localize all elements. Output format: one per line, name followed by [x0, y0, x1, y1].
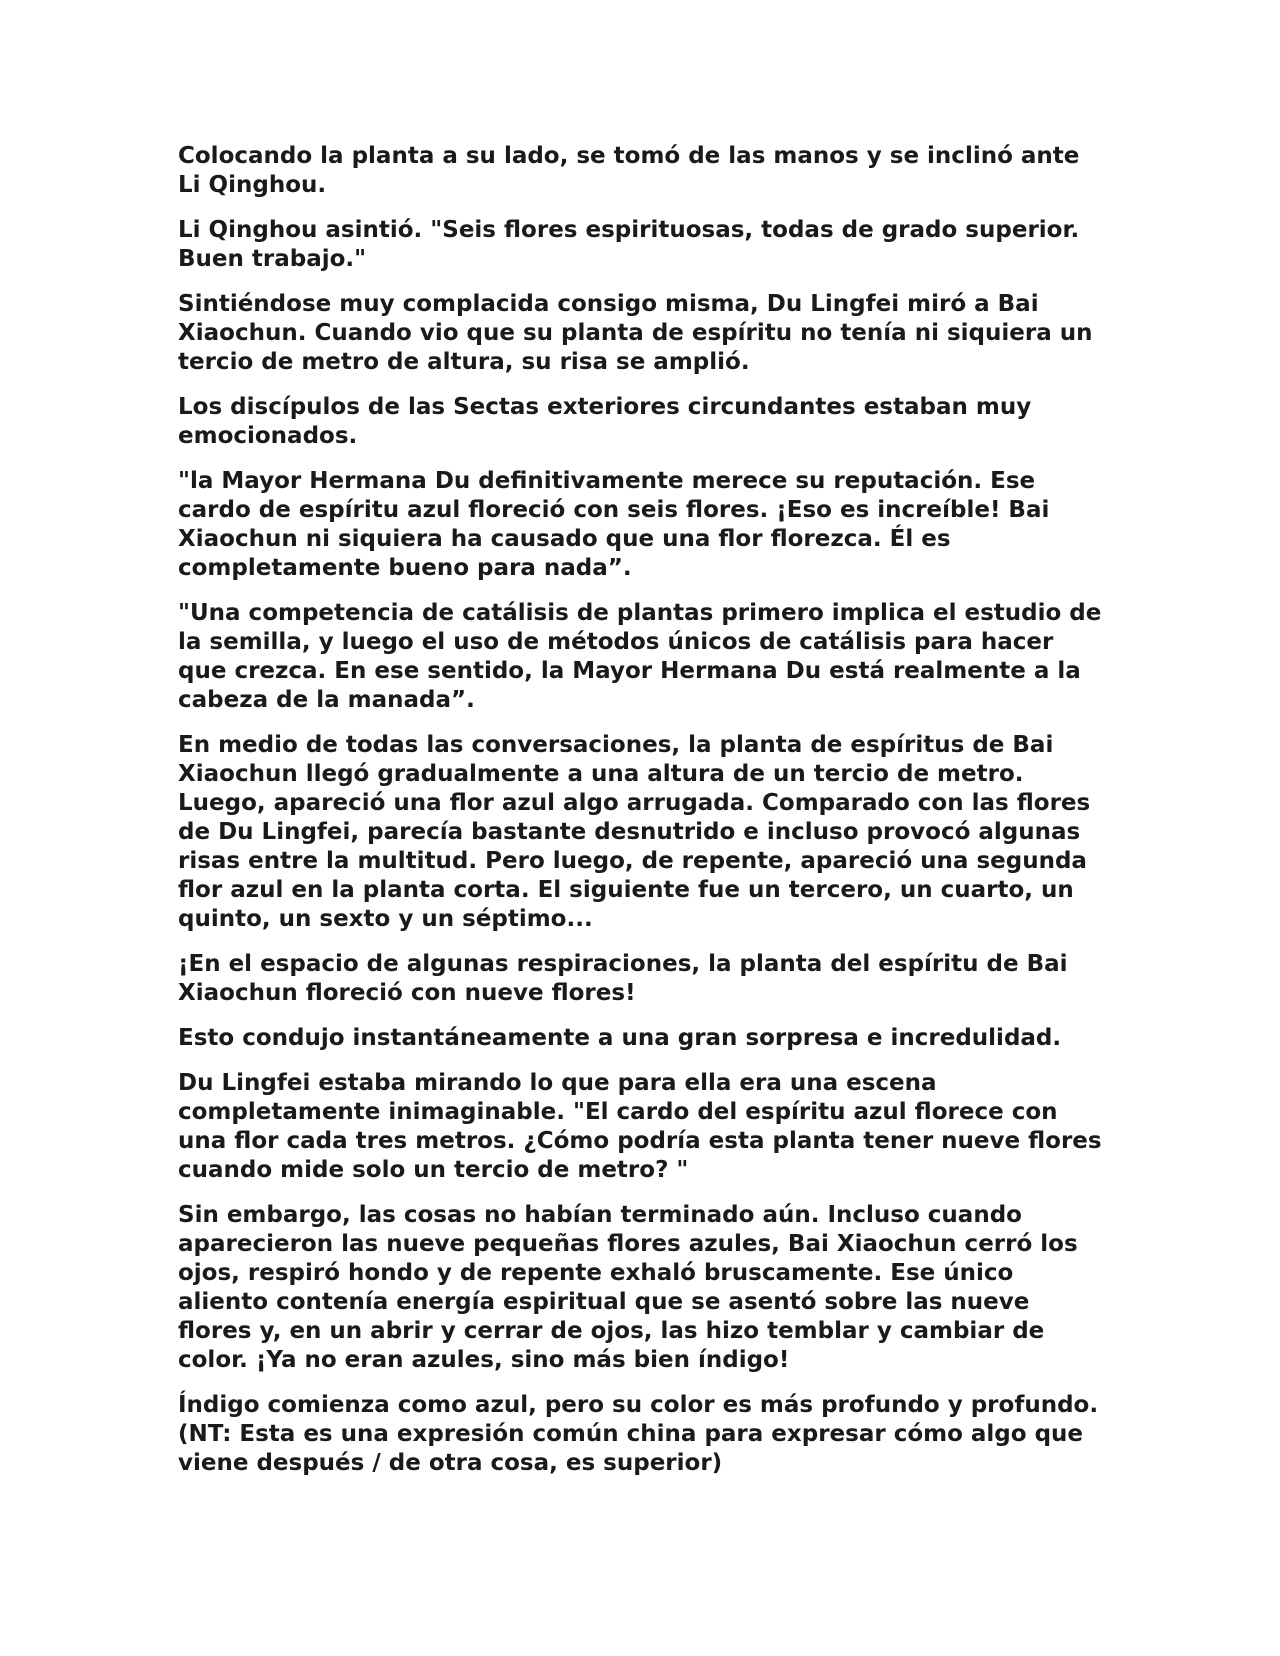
- paragraph: Esto condujo instantáneamente a una gran sorpresa e incredulidad.: [178, 1025, 1062, 1051]
- paragraph: Du Lingfei estaba mirando lo que para ella era una escena completamente inimaginable. "El cardo del espíritu azul florece con una flor cada tres metros. ¿Cómo podría esta planta tener nueve flores cuando mide solo un tercio de metro? ": [178, 1070, 1102, 1183]
- paragraph: Colocando la planta a su lado, se tomó de las manos y se inclinó ante Li Qinghou.: [178, 143, 1080, 198]
- paragraph: "la Mayor Hermana Du definitivamente merece su reputación. Ese cardo de espíritu azul floreció con seis flores. ¡Eso es increíble! Bai Xiaochun ni siquiera ha causado que una flor florezca. Él es completamente bueno para nada”.: [178, 468, 1050, 581]
- paragraph: Los discípulos de las Sectas exteriores circundantes estaban muy emocionados.: [178, 394, 1032, 449]
- paragraph: Sin embargo, las cosas no habían terminado aún. Incluso cuando aparecieron las nueve pequeñas flores azules, Bai Xiaochun cerró los ojos, respiró hondo y de repente exhaló bruscamente. Ese único aliento contenía energía espiritual que se asentó sobre las nueve flores y, en un abrir y cerrar de ojos, las hizo temblar y cambiar de color. ¡Ya no eran azules, sino más bien índigo!: [178, 1202, 1078, 1373]
- document-body: [178, 142, 1108, 1494]
- paragraph: En medio de todas las conversaciones, la planta de espíritus de Bai Xiaochun llegó gradualmente a una altura de un tercio de metro. Luego, apareció una flor azul algo arrugada. Comparado con las flores de Du Lingfei, parecía bastante desnutrido e incluso provocó algunas risas entre la multitud. Pero luego, de repente, apareció una segunda flor azul en la planta corta. El siguiente fue un tercero, un cuarto, un quinto, un sexto y un séptimo...: [178, 732, 1091, 932]
- paragraph: ¡En el espacio de algunas respiraciones, la planta del espíritu de Bai Xiaochun floreció con nueve flores!: [178, 951, 1068, 1006]
- paragraph: "Una competencia de catálisis de plantas primero implica el estudio de la semilla, y luego el uso de métodos únicos de catálisis para hacer que crezca. En ese sentido, la Mayor Hermana Du está realmente a la cabeza de la manada”.: [178, 600, 1102, 713]
- paragraph: Índigo comienza como azul, pero su color es más profundo y profundo. (NT: Esta es una expresión común china para expresar cómo algo que viene después / de otra cosa, es superior): [178, 1392, 1099, 1476]
- paragraph: Li Qinghou asintió. "Seis flores espirituosas, todas de grado superior. Buen trabajo.": [178, 217, 1080, 272]
- paragraph: Sintiéndose muy complacida consigo misma, Du Lingfei miró a Bai Xiaochun. Cuando vio que su planta de espíritu no tenía ni siquiera un tercio de metro de altura, su risa se amplió.: [178, 291, 1093, 375]
